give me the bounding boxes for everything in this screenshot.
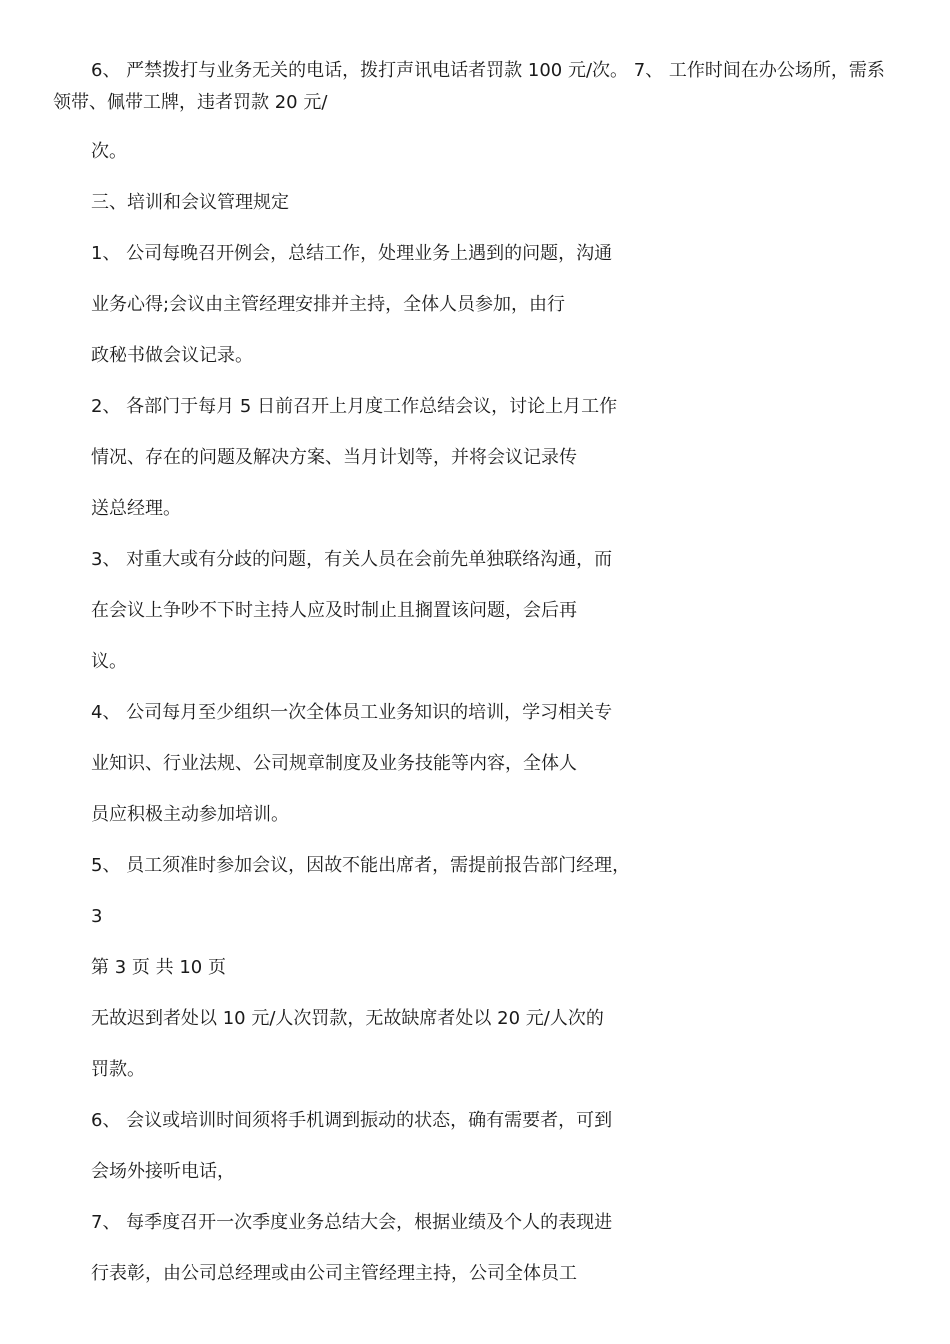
rule-5-line-2: 无故迟到者处以 10 元/人次罚款，无故缺席者处以 20 元/人次的: [91, 1008, 604, 1029]
rule-7-line-2: 行表彰，由公司总经理或由公司主管经理主持，公司全体员工: [91, 1263, 577, 1284]
rule-3-line-3: 议。: [91, 651, 127, 672]
rule-1-line-2: 业务心得;会议由主管经理安排并主持，全体人员参加，由行: [91, 294, 566, 315]
rule-4-line-1: 4、 公司每月至少组织一次全体员工业务知识的培训，学习相关专: [91, 702, 613, 723]
paragraph-continuation: 次。: [91, 141, 127, 162]
rule-3-line-2: 在会议上争吵不下时主持人应及时制止且搁置该问题，会后再: [91, 600, 577, 621]
paragraph-rule-6-7: 6、 严禁拨打与业务无关的电话，拨打声讯电话者罚款 100 元/次。 7、 工作时间在办公场所，需系领带、佩带工牌，违者罚款 20 元/: [53, 60, 885, 113]
rule-3-line-1: 3、 对重大或有分歧的问题，有关人员在会前先单独联络沟通，而: [91, 549, 613, 570]
rule-5-line-3: 罚款。: [91, 1059, 145, 1080]
rule-4-line-2: 业知识、行业法规、公司规章制度及业务技能等内容，全体人: [91, 753, 577, 774]
section-heading: 三、培训和会议管理规定: [91, 192, 289, 213]
rule-2-line-1: 2、 各部门于每月 5 日前召开上月度工作总结会议，讨论上月工作: [91, 396, 618, 417]
page-counter: 第 3 页 共 10 页: [91, 957, 226, 978]
rule-2-line-3: 送总经理。: [91, 498, 181, 519]
rule-6-line-2: 会场外接听电话，: [91, 1161, 235, 1182]
rule-4-line-3: 员应积极主动参加培训。: [91, 804, 289, 825]
rule-5-line-1: 5、 员工须准时参加会议，因故不能出席者，需提前报告部门经理，: [91, 855, 631, 876]
rule-1-line-3: 政秘书做会议记录。: [91, 345, 253, 366]
page-number: 3: [91, 906, 103, 927]
rule-2-line-2: 情况、存在的问题及解决方案、当月计划等，并将会议记录传: [91, 447, 577, 468]
rule-1-line-1: 1、 公司每晚召开例会，总结工作，处理业务上遇到的问题，沟通: [91, 243, 613, 264]
rule-6-line-1: 6、 会议或培训时间须将手机调到振动的状态，确有需要者，可到: [91, 1110, 613, 1131]
rule-7-line-1: 7、 每季度召开一次季度业务总结大会，根据业绩及个人的表现进: [91, 1212, 613, 1233]
